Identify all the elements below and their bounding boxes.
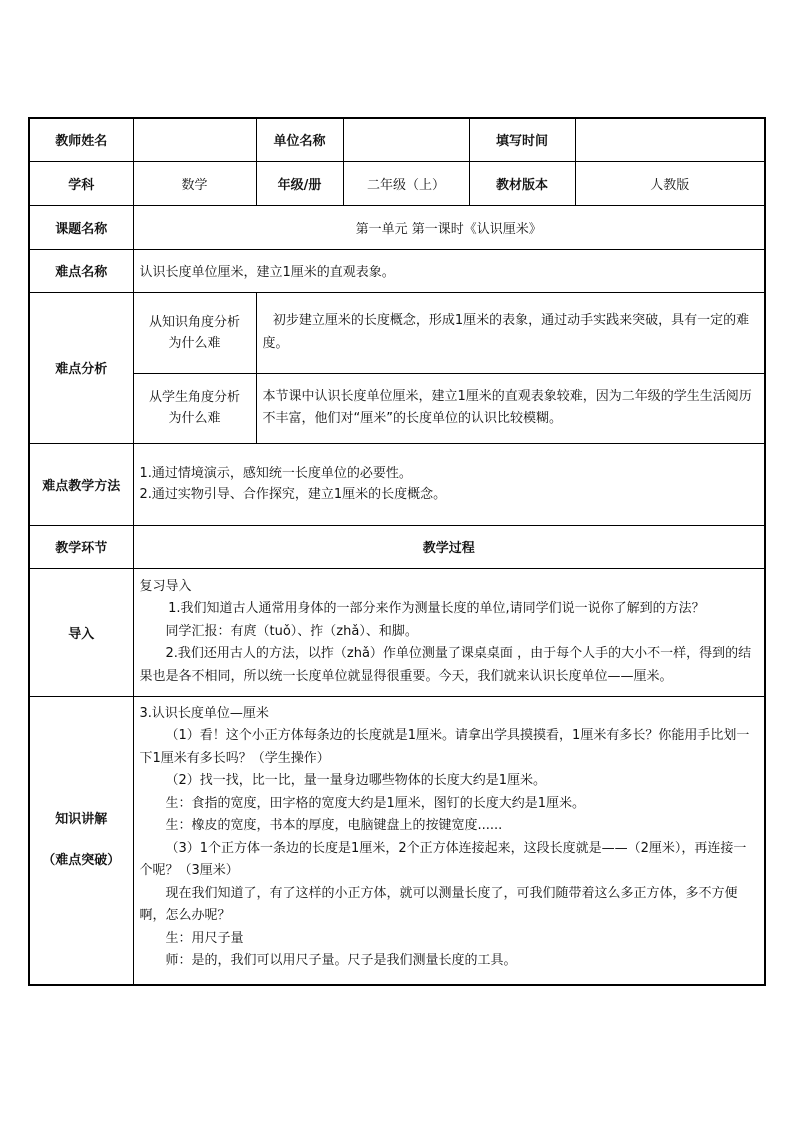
knowledge-line: （1）看！这个小正方体每条边的长度就是1厘米。请拿出学具摸摸看，1厘米有多长？你能用手比划一下1厘米有多长吗？（学生操作） [139, 728, 750, 766]
topic-label: 课题名称 [29, 205, 133, 249]
fill-date-value [575, 118, 765, 161]
row-knowledge [29, 696, 765, 985]
knowledge-line: 生：橡皮的宽度，书本的厚度，电脑键盘上的按键宽度...... [165, 818, 503, 833]
grade-value: 二年级（上） [343, 161, 469, 205]
methods-cell [133, 443, 765, 525]
unit-name-value [343, 118, 469, 161]
intro-line: 2.我们还用古人的方法，以拃（zhǎ）作单位测量了课桌桌面 ，由于每个人手的大小不一样，得到的结果也是各不相同，所以统一长度单位就显得很重要。今天，我们就来认识长度单位——厘米。 [139, 646, 752, 684]
student-angle-label-line1: 从学生角度分析 [148, 390, 240, 405]
methods-label: 难点教学方法 [29, 443, 133, 525]
knowledge-content [133, 696, 765, 985]
student-angle-text-cell [256, 373, 765, 443]
row-methods [29, 443, 765, 525]
knowledge-angle-label [133, 292, 256, 373]
method-item: 2.通过实物引导、合作探究，建立1厘米的长度概念。 [139, 487, 447, 502]
knowledge-line: 现在我们知道了，有了这样的小正方体，就可以测量长度了，可我们随带着这么多正方体，多不方便啊，怎么办呢？ [139, 885, 738, 923]
analysis-label: 难点分析 [29, 292, 133, 443]
knowledge-angle-text: 初步建立厘米的长度概念，形成1厘米的表象，通过动手实践来突破，具有一定的难度。 [262, 313, 750, 351]
knowledge-label-line2: （难点突破） [42, 853, 121, 869]
subject-value: 数学 [133, 161, 256, 205]
row-topic [29, 205, 765, 249]
row-process-header [29, 525, 765, 568]
knowledge-line: （3）1个正方体一条边的长度是1厘米，2个正方体连接起来，这段长度就是——（2厘米），再连接一个呢？（3厘米） [139, 840, 747, 878]
knowledge-line: 生：用尺子量 [165, 930, 244, 946]
intro-line: 复习导入 [139, 578, 192, 594]
teaching-process-label: 教学过程 [133, 525, 765, 568]
student-angle-label [133, 373, 256, 443]
grade-label: 年级/册 [256, 161, 343, 205]
knowledge-label [29, 696, 133, 985]
row-teacher-info [29, 118, 765, 161]
teacher-name-value [133, 118, 256, 161]
row-analysis-student [29, 373, 765, 443]
knowledge-line: 师：是的，我们可以用尺子量。尺子是我们测量长度的工具。 [165, 953, 517, 968]
row-analysis-knowledge [29, 292, 765, 373]
difficulty-label: 难点名称 [29, 249, 133, 292]
row-intro [29, 568, 765, 696]
subject-label: 学科 [29, 161, 133, 205]
knowledge-label-line1: 知识讲解 [55, 812, 108, 828]
intro-content [133, 568, 765, 696]
intro-line: 1.我们知道古人通常用身体的一部分来作为测量长度的单位,请同学们说一说你了解到的方法？ [168, 601, 705, 617]
student-angle-text: 本节课中认识长度单位厘米，建立1厘米的直观表象较难，因为二年级的学生生活阅历不丰富，他们对“厘米”的长度单位的认识比较模糊。 [262, 388, 752, 426]
method-item: 1.通过情境演示，感知统一长度单位的必要性。 [139, 466, 412, 481]
edition-value: 人教版 [575, 161, 765, 205]
knowledge-angle-label-line2: 为什么难 [168, 335, 221, 351]
topic-value: 第一单元 第一课时《认识厘米》 [133, 205, 765, 249]
lesson-plan-table [28, 117, 766, 986]
teaching-stage-label: 教学环节 [29, 525, 133, 568]
fill-date-label: 填写时间 [469, 118, 575, 161]
intro-label: 导入 [29, 568, 133, 696]
knowledge-line: （2）找一找，比一比，量一量身边哪些物体的长度大约是1厘米。 [165, 773, 547, 788]
knowledge-angle-text-cell [256, 292, 765, 373]
row-difficulty [29, 249, 765, 292]
knowledge-line: 3.认识长度单位—厘米 [139, 705, 269, 721]
knowledge-angle-label-line1: 从知识角度分析 [148, 314, 240, 330]
row-subject-info [29, 161, 765, 205]
intro-line: 同学汇报：有庹（tuǒ）、拃（zhǎ）、和脚。 [165, 623, 418, 639]
student-angle-label-line2: 为什么难 [168, 411, 221, 426]
teacher-name-label: 教师姓名 [29, 118, 133, 161]
edition-label: 教材版本 [469, 161, 575, 205]
unit-name-label: 单位名称 [256, 118, 343, 161]
knowledge-line: 生：食指的宽度，田字格的宽度大约是1厘米，图钉的长度大约是1厘米。 [165, 795, 586, 811]
difficulty-value: 认识长度单位厘米，建立1厘米的直观表象。 [133, 249, 765, 292]
